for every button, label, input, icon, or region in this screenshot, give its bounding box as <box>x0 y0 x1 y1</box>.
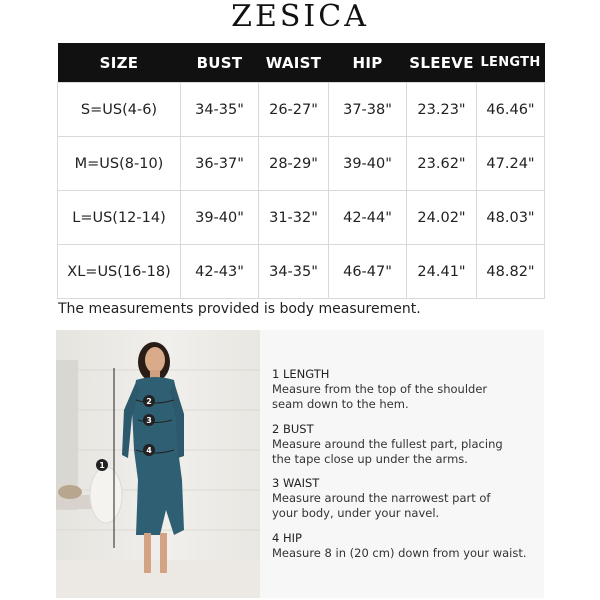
table-cell: 36-37" <box>181 137 259 191</box>
guide-title: 2 BUST <box>272 422 314 436</box>
brand-logo: ZESICA <box>231 0 369 34</box>
measurement-note: The measurements provided is body measurement. <box>58 301 421 317</box>
table-cell: 28-29" <box>259 137 329 191</box>
guide-title: 4 HIP <box>272 531 302 545</box>
header-sleeve: SLEEVE <box>407 43 477 83</box>
guide-title: 3 WAIST <box>272 476 320 490</box>
guide-waist <box>272 476 490 521</box>
table-cell: S=US(4-6) <box>58 83 181 137</box>
table-cell: 46.46" <box>477 83 545 137</box>
table-cell: 34-35" <box>181 83 259 137</box>
guide-length <box>272 367 487 412</box>
guide-text: Measure around the fullest part, placing <box>272 437 503 451</box>
table-row <box>58 83 545 137</box>
guide-text: the tape close up under the arms. <box>272 452 468 466</box>
table-cell: 39-40" <box>181 191 259 245</box>
table-cell: 23.23" <box>407 83 477 137</box>
header-hip: HIP <box>329 43 407 83</box>
table-cell: 24.02" <box>407 191 477 245</box>
header-size: SIZE <box>58 43 181 83</box>
table-row <box>58 245 545 299</box>
marker-2-label: 2 <box>146 397 152 406</box>
table-cell: 23.62" <box>407 137 477 191</box>
table-row <box>58 137 545 191</box>
model-photo <box>56 330 260 598</box>
guide-bust <box>272 422 503 467</box>
table-cell: 47.24" <box>477 137 545 191</box>
table-cell: 48.82" <box>477 245 545 299</box>
table-cell: L=US(12-14) <box>58 191 181 245</box>
guide-text: Measure from the top of the shoulder <box>272 382 488 396</box>
table-cell: 42-43" <box>181 245 259 299</box>
guide-hip <box>272 531 527 561</box>
table-cell: 26-27" <box>259 83 329 137</box>
guide-text: Measure around the narrowest part of <box>272 491 491 505</box>
table-cell: 24.41" <box>407 245 477 299</box>
guide-title: 1 LENGTH <box>272 367 330 381</box>
table-cell: 39-40" <box>329 137 407 191</box>
measure-guide-panel <box>260 330 544 598</box>
table-cell: 48.03" <box>477 191 545 245</box>
guide-text: your body, under your navel. <box>272 506 440 520</box>
marker-1-label: 1 <box>99 461 105 470</box>
table-cell: 31-32" <box>259 191 329 245</box>
guide-text: Measure 8 in (20 cm) down from your waist. <box>272 546 527 560</box>
header-bust: BUST <box>181 43 259 83</box>
model-illustration <box>56 330 260 598</box>
header-waist: WAIST <box>259 43 329 83</box>
header-length: LENGTH <box>477 43 545 83</box>
marker-4-label: 4 <box>146 446 152 455</box>
table-row <box>58 191 545 245</box>
table-cell: 46-47" <box>329 245 407 299</box>
marker-3-label: 3 <box>146 416 152 425</box>
table-cell: 42-44" <box>329 191 407 245</box>
table-header-row <box>58 43 545 83</box>
table-cell: 34-35" <box>259 245 329 299</box>
table-cell: M=US(8-10) <box>58 137 181 191</box>
guide-text: seam down to the hem. <box>272 397 409 411</box>
size-chart-table <box>57 43 545 299</box>
table-cell: XL=US(16-18) <box>58 245 181 299</box>
table-cell: 37-38" <box>329 83 407 137</box>
